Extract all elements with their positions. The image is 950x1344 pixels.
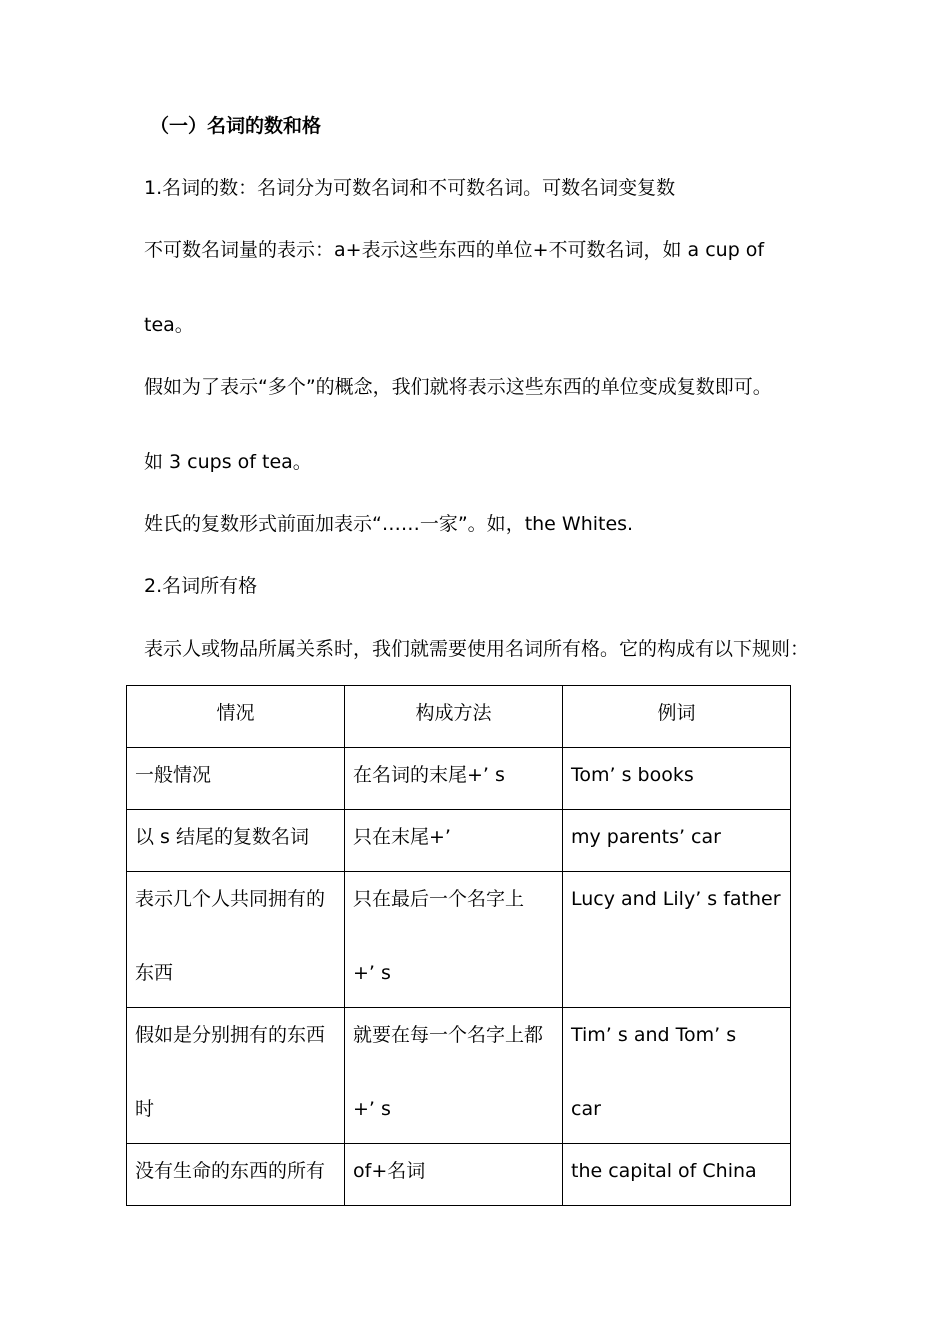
paragraph-plural-unit-line2: 如 3 cups of tea。 <box>144 451 312 473</box>
cell-method: of+名词 <box>345 1144 563 1206</box>
cell-example: Tim’ s and Tom’ s car <box>563 1008 791 1144</box>
cell-case: 假如是分别拥有的东西 时 <box>127 1008 345 1144</box>
table-header-row <box>127 686 791 748</box>
cell-example: my parents’ car <box>563 810 791 872</box>
paragraph-uncountable-line1: 不可数名词量的表示：a+表示这些东西的单位+不可数名词，如 a cup of <box>144 239 765 261</box>
cell-case: 一般情况 <box>127 748 345 810</box>
paragraph-surname-plural: 姓氏的复数形式前面加表示“……一家”。如，the Whites. <box>144 513 634 535</box>
paragraph-possessive-title: 2.名词所有格 <box>144 575 258 597</box>
cell-case: 以 s 结尾的复数名词 <box>127 810 345 872</box>
table-row <box>127 1144 791 1206</box>
cell-method: 只在最后一个名字上 +’ s <box>345 872 563 1008</box>
section-heading: （一）名词的数和格 <box>150 115 322 137</box>
table-row <box>127 748 791 810</box>
header-case: 情况 <box>127 686 345 748</box>
table-row <box>127 872 791 1008</box>
header-example: 例词 <box>563 686 791 748</box>
table-row <box>127 1008 791 1144</box>
paragraph-uncountable-line2: tea。 <box>144 314 194 336</box>
cell-method: 就要在每一个名字上都 +’ s <box>345 1008 563 1144</box>
cell-case: 表示几个人共同拥有的 东西 <box>127 872 345 1008</box>
table-row <box>127 810 791 872</box>
header-method: 构成方法 <box>345 686 563 748</box>
paragraph-plural-unit-line1: 假如为了表示“多个”的概念，我们就将表示这些东西的单位变成复数即可。 <box>144 376 772 398</box>
cell-case: 没有生命的东西的所有 <box>127 1144 345 1206</box>
cell-example: the capital of China <box>563 1144 791 1206</box>
possessive-rules-table <box>126 685 791 1206</box>
paragraph-possessive-intro: 表示人或物品所属关系时，我们就需要使用名词所有格。它的构成有以下规则： <box>144 638 810 660</box>
paragraph-noun-number: 1.名词的数：名词分为可数名词和不可数名词。可数名词变复数 <box>144 177 676 199</box>
cell-example: Lucy and Lily’ s father <box>563 872 791 1008</box>
cell-method: 在名词的末尾+’ s <box>345 748 563 810</box>
cell-method: 只在末尾+’ <box>345 810 563 872</box>
cell-example: Tom’ s books <box>563 748 791 810</box>
